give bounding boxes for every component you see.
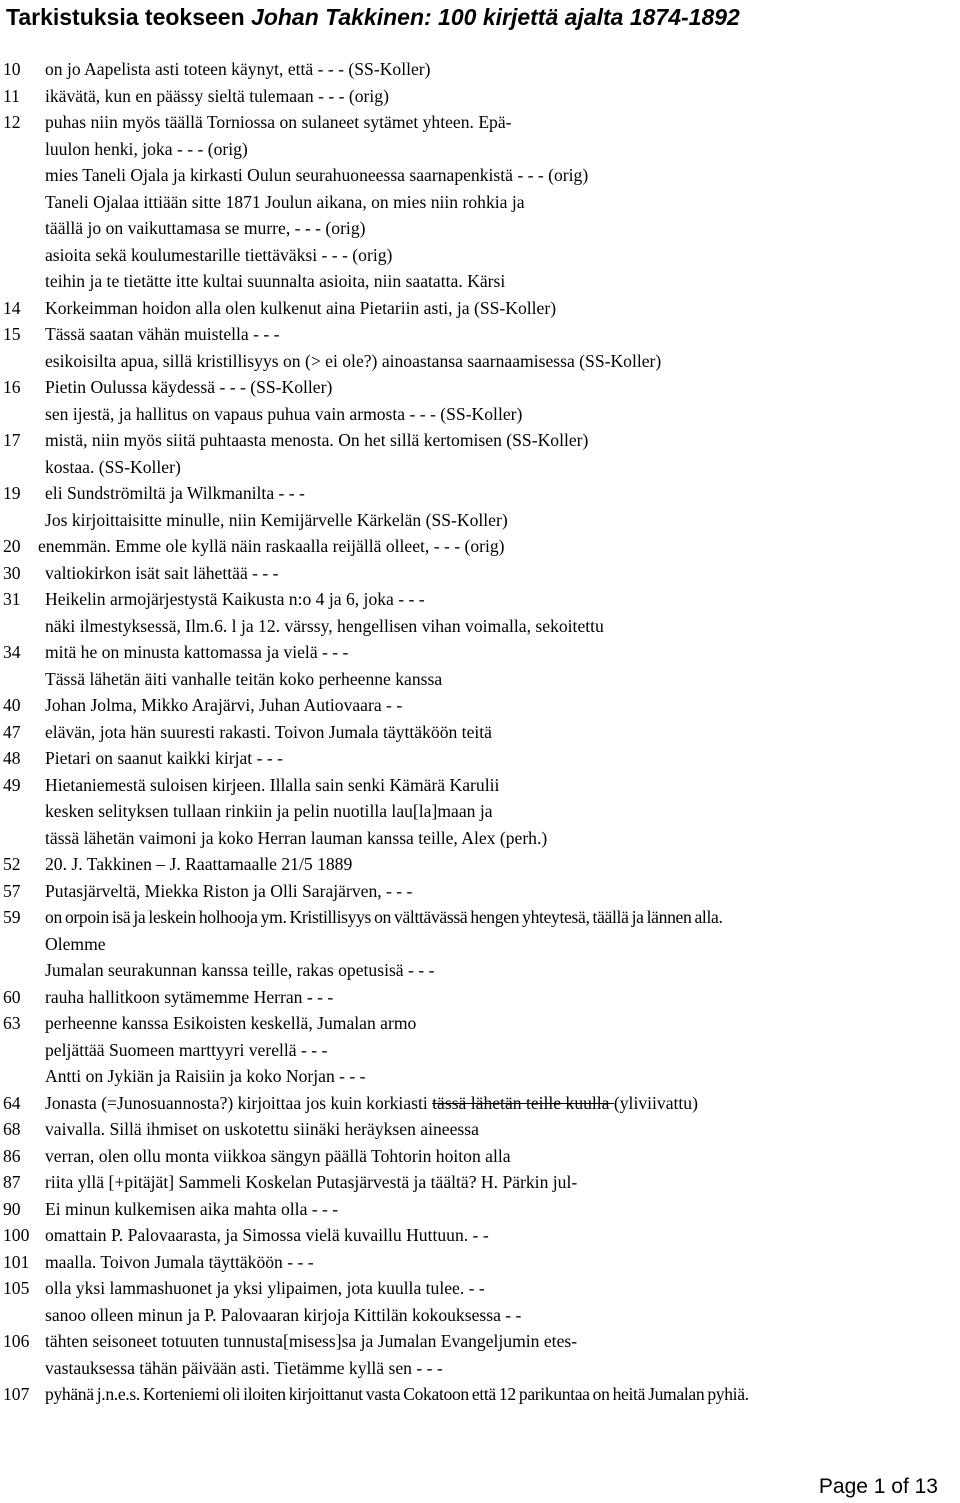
list-item <box>0 719 960 746</box>
line-number: 52 <box>3 854 21 874</box>
line-text <box>45 1381 749 1408</box>
list-item <box>0 507 960 534</box>
line-text <box>45 1222 489 1249</box>
line-number: 68 <box>3 1119 21 1139</box>
line-text <box>45 1010 416 1037</box>
line-number: 34 <box>3 642 21 662</box>
list-item <box>0 613 960 640</box>
list-item <box>0 878 960 905</box>
line-text-main: enemmän. Emme ole kyllä näin raskaalla reijällä olleet, - - - (orig) <box>38 536 505 556</box>
list-item <box>0 1037 960 1064</box>
line-number: 20 <box>3 536 21 556</box>
line-text-main: valtiokirkon isät sait lähettää - - - <box>45 562 279 583</box>
line-text <box>45 586 425 613</box>
line-text <box>45 772 499 799</box>
list-item <box>0 321 960 348</box>
line-text-main: ikävätä, kun en päässy sieltä tulemaan - - - (orig) <box>45 85 389 106</box>
line-text <box>45 1037 327 1064</box>
line-text <box>45 1196 338 1223</box>
line-text <box>45 321 280 348</box>
line-text <box>45 560 279 587</box>
line-text-main: on jo Aapelista asti toteen käynyt, että - - - (SS-Koller) <box>45 59 431 79</box>
list-item <box>0 560 960 587</box>
list-item <box>0 295 960 322</box>
line-text <box>45 295 556 322</box>
line-text-main: kostaa. (SS-Koller) <box>45 456 181 477</box>
line-number: 101 <box>3 1251 30 1272</box>
list-item <box>0 666 960 693</box>
struck-text: tässä lähetän teille kuulla <box>432 1092 614 1113</box>
line-text-main: Korkeimman hoidon alla olen kulkenut aina Pietariin asti, ja (SS-Koller) <box>45 297 557 318</box>
list-item <box>0 162 960 189</box>
line-text <box>45 1275 485 1302</box>
line-text-main: tähten seisoneet totuuten tunnusta[misess]sa ja Jumalan Evangeljumin etes- <box>45 1331 578 1351</box>
line-number: 105 <box>3 1278 30 1298</box>
line-text <box>45 957 434 984</box>
line-number: 11 <box>3 85 20 106</box>
line-text-main: tässä lähetän vaimoni ja koko Herran lauman kanssa teille, Alex (perh.) <box>45 827 548 848</box>
line-text <box>45 825 547 852</box>
line-text <box>45 1116 479 1143</box>
line-text <box>45 719 492 746</box>
line-text <box>45 268 505 295</box>
list-item <box>0 1143 960 1170</box>
line-text <box>45 1090 698 1117</box>
line-number: 10 <box>3 59 21 79</box>
line-text-main: Johan Jolma, Mikko Arajärvi, Juhan Autiovaara - - <box>45 695 403 715</box>
list-item <box>0 1328 960 1355</box>
line-text <box>45 798 493 825</box>
line-text-after: (yliviivattu) <box>613 1092 698 1113</box>
line-text <box>45 878 412 905</box>
list-item <box>0 798 960 825</box>
list-item <box>0 242 960 269</box>
list-item <box>0 83 960 110</box>
line-text-main: perheenne kanssa Esikoisten keskellä, Jumalan armo <box>45 1013 417 1033</box>
line-text <box>45 639 348 666</box>
line-number: 47 <box>3 721 21 742</box>
list-item <box>0 904 960 931</box>
list-item <box>0 851 960 878</box>
line-text-main: maalla. Toivon Jumala täyttäköön - - - <box>45 1251 314 1272</box>
line-text-main: Jos kirjoittaisitte minulle, niin Kemijärvelle Kärkelän (SS-Koller) <box>45 509 508 530</box>
list-item <box>0 1063 960 1090</box>
line-text-main: Jumalan seurakunnan kanssa teille, rakas opetusisä - - - <box>45 960 435 980</box>
list-item <box>0 1381 960 1408</box>
line-number: 48 <box>3 748 21 768</box>
line-text <box>45 1328 577 1355</box>
line-text <box>45 666 442 693</box>
line-text <box>45 745 283 772</box>
line-number: 57 <box>3 880 21 901</box>
line-text-main: puhas niin myös täällä Torniossa on sulaneet sytämet yhteen. Epä- <box>45 112 512 132</box>
line-text-main: mies Taneli Ojala ja kirkasti Oulun seurahuoneessa saarnapenkistä - - - (orig) <box>45 165 589 185</box>
list-item <box>0 1249 960 1276</box>
line-number: 17 <box>3 430 21 450</box>
list-item <box>0 109 960 136</box>
line-text <box>45 1063 366 1090</box>
line-number: 86 <box>3 1145 21 1166</box>
line-number: 15 <box>3 324 21 344</box>
line-text-main: näki ilmestyksessä, Ilm.6. l ja 12. värssy, hengellisen vihan voimalla, sekoitettu <box>45 615 604 636</box>
line-number: 31 <box>3 589 21 609</box>
list-item <box>0 931 960 958</box>
page-number: Page 1 of 13 <box>818 1475 938 1498</box>
line-text-main: Jonasta (=Junosuannosta?) kirjoittaa jos kuin korkiasti <box>45 1092 433 1113</box>
line-text-main: Tässä saatan vähän muistella - - - <box>45 324 280 344</box>
line-text <box>45 904 723 931</box>
line-text <box>45 189 525 216</box>
line-text-main: Taneli Ojalaa ittiään sitte 1871 Joulun aikana, on mies niin rohkia ja <box>45 191 525 212</box>
line-text-main: vaivalla. Sillä ihmiset on uskotettu siinäki heräyksen aineessa <box>45 1119 479 1139</box>
list-item <box>0 348 960 375</box>
line-number: 30 <box>3 562 21 583</box>
line-number: 16 <box>3 377 21 397</box>
list-item <box>0 772 960 799</box>
list-item <box>0 984 960 1011</box>
page-title <box>6 2 740 32</box>
line-text <box>45 136 248 163</box>
line-number: 49 <box>3 774 21 795</box>
line-number: 59 <box>3 907 21 927</box>
list-item <box>0 586 960 613</box>
line-text-main: olla yksi lammashuonet ja yksi ylipaimen, jota kuulla tulee. - - <box>45 1278 485 1298</box>
line-text <box>45 427 588 454</box>
line-text-main: Hietaniemestä suloisen kirjeen. Illalla sain senki Kämärä Karulii <box>45 774 500 795</box>
line-text <box>45 851 352 878</box>
line-text-main: pyhänä j.n.e.s. Korteniemi oli iloiten kirjoittanut vasta Cokatoon että 12 parikuntaa on heitä Jumalan pyhiä. <box>45 1384 749 1404</box>
line-number: 63 <box>3 1013 21 1033</box>
line-text-main: sanoo olleen minun ja P. Palovaaran kirjoja Kittilän kokouksessa - - <box>45 1304 522 1325</box>
line-text-main: eli Sundströmiltä ja Wilkmanilta - - - <box>45 483 305 503</box>
line-number: 14 <box>3 297 21 318</box>
line-text-main: mitä he on minusta kattomassa ja vielä - - - <box>45 642 349 662</box>
list-item <box>0 136 960 163</box>
line-text <box>45 613 604 640</box>
line-text-main: mistä, niin myös siitä puhtaasta menosta. On het sillä kertomisen (SS-Koller) <box>45 430 589 450</box>
line-text <box>45 215 365 242</box>
line-text <box>45 1249 314 1276</box>
line-number: 19 <box>3 483 21 503</box>
line-text-main: esikoisilta apua, sillä kristillisyys on (> ei ole?) ainoastansa saarnaamisessa (SS-Koller) <box>45 350 662 371</box>
line-text-main: sen ijestä, ja hallitus on vapaus puhua vain armosta - - - (SS-Koller) <box>45 403 523 424</box>
list-item <box>0 427 960 454</box>
line-text-main: Ei minun kulkemisen aika mahta olla - - - <box>45 1198 339 1219</box>
line-text-main: Pietari on saanut kaikki kirjat - - - <box>45 748 283 768</box>
line-text-main: verran, olen ollu monta viikkoa sängyn päällä Tohtorin hoiton alla <box>45 1145 511 1166</box>
line-text-main: riita yllä [+pitäjät] Sammeli Koskelan Putasjärvestä ja täältä? H. Pärkin jul- <box>45 1172 578 1192</box>
line-text <box>45 1169 577 1196</box>
line-number: 60 <box>3 986 21 1007</box>
list-item <box>0 957 960 984</box>
list-item <box>0 825 960 852</box>
line-text <box>45 56 431 83</box>
list-item <box>0 745 960 772</box>
list-item <box>0 454 960 481</box>
line-number: 90 <box>3 1198 21 1219</box>
line-text <box>45 374 332 401</box>
list-item <box>0 56 960 83</box>
line-number: 107 <box>3 1384 30 1404</box>
line-text <box>45 162 588 189</box>
list-item <box>0 1222 960 1249</box>
line-text-main: elävän, jota hän suuresti rakasti. Toivon Jumala täyttäköön teitä <box>45 721 492 742</box>
line-text <box>45 83 389 110</box>
list-item <box>0 1010 960 1037</box>
list-item <box>0 1116 960 1143</box>
line-text <box>45 1143 511 1170</box>
line-text <box>45 984 333 1011</box>
line-number: 106 <box>3 1331 30 1351</box>
line-text-main: täällä jo on vaikuttamasa se murre, - - - (orig) <box>45 218 366 238</box>
list-item <box>0 374 960 401</box>
line-text-main: luulon henki, joka - - - (orig) <box>45 138 248 159</box>
line-text <box>45 507 508 534</box>
line-text <box>45 692 402 719</box>
line-text-main: rauha hallitkoon sytämemme Herran - - - <box>45 986 334 1007</box>
line-text-main: Tässä lähetän äiti vanhalle teitän koko perheenne kanssa <box>45 668 443 689</box>
list-item <box>0 533 960 560</box>
list-item <box>0 215 960 242</box>
line-text <box>45 480 305 507</box>
list-item <box>0 1196 960 1223</box>
list-item <box>0 1302 960 1329</box>
list-item <box>0 1090 960 1117</box>
list-item <box>0 189 960 216</box>
list-item <box>0 401 960 428</box>
list-item <box>0 639 960 666</box>
line-text-main: 20. J. Takkinen – J. Raattamaalle 21/5 1889 <box>45 854 353 874</box>
correction-list <box>0 56 960 1408</box>
line-text-main: Heikelin armojärjestystä Kaikusta n:o 4 ja 6, joka - - - <box>45 589 425 609</box>
list-item <box>0 1169 960 1196</box>
line-text-main: asioita sekä koulumestarille tiettäväksi - - - (orig) <box>45 244 393 265</box>
list-item <box>0 1355 960 1382</box>
line-text <box>45 401 522 428</box>
line-number: 12 <box>3 112 21 132</box>
line-text-main: Antti on Jykiän ja Raisiin ja koko Norjan - - - <box>45 1066 366 1086</box>
line-number: 64 <box>3 1092 21 1113</box>
title-prefix: Tarkistuksia teokseen <box>6 4 252 30</box>
line-text <box>45 454 181 481</box>
line-text-main: teihin ja te tietätte itte kultai suunnalta asioita, niin saatatta. Kärsi <box>45 271 506 291</box>
line-number: 87 <box>3 1172 21 1192</box>
list-item <box>0 692 960 719</box>
line-text <box>45 931 106 958</box>
line-text-main: kesken selityksen tullaan rinkiin ja pelin nuotilla lau[la]maan ja <box>45 801 493 821</box>
line-text <box>45 348 661 375</box>
line-text <box>45 1302 521 1329</box>
line-text-main: Putasjärveltä, Miekka Riston ja Olli Sarajärven, - - - <box>45 880 413 901</box>
line-text-main: Pietin Oulussa käydessä - - - (SS-Koller) <box>45 377 333 397</box>
list-item <box>0 1275 960 1302</box>
line-text <box>45 1355 443 1382</box>
line-text-main: omattain P. Palovaarasta, ja Simossa vielä kuvaillu Huttuun. - - <box>45 1225 489 1245</box>
line-text-main: peljättää Suomeen marttyyri verellä - - - <box>45 1039 328 1060</box>
line-text <box>45 242 392 269</box>
title-italic: Johan Takkinen: 100 kirjettä ajalta 1874-1892 <box>251 4 740 30</box>
line-text <box>38 533 505 560</box>
line-text-main: Olemme <box>45 933 106 954</box>
line-text-main: vastauksessa tähän päivään asti. Tietämme kyllä sen - - - <box>45 1357 443 1378</box>
list-item <box>0 268 960 295</box>
list-item <box>0 480 960 507</box>
line-number: 40 <box>3 695 21 715</box>
line-number: 100 <box>3 1225 30 1245</box>
line-text-main: on orpoin isä ja leskein holhooja ym. Kristillisyys on välttävässä hengen yhteytesä, täällä ja lännen alla. <box>45 907 723 927</box>
line-text <box>45 109 512 136</box>
